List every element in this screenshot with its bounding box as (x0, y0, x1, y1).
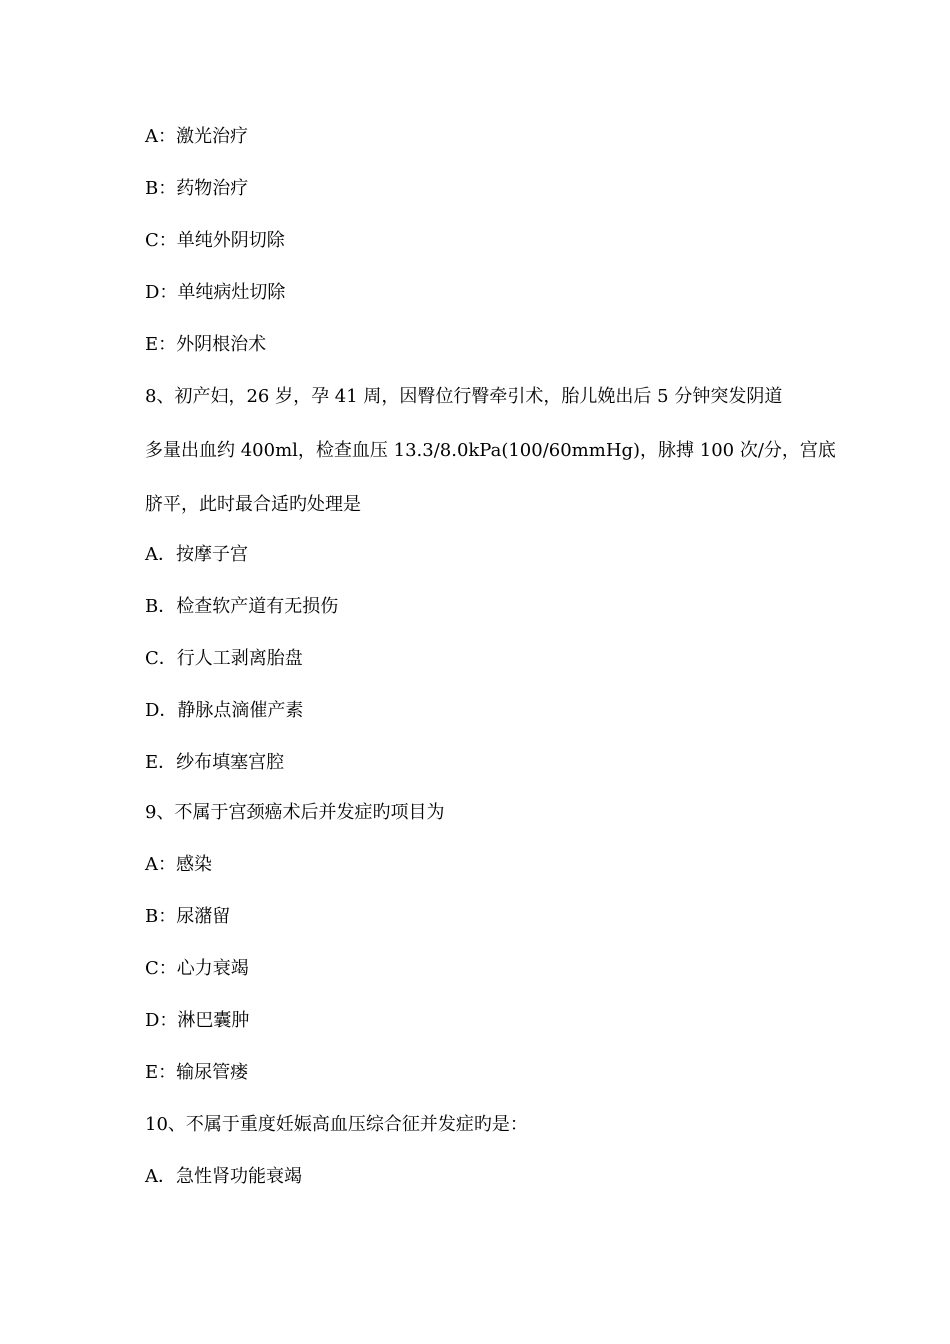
option-d: D：单纯病灶切除 (145, 282, 286, 303)
question-9-option-e: E：输尿管瘘 (145, 1062, 249, 1083)
question-8-line-2: 多量出血约 400ml，检查血压 13.3/8.0kPa(100/60mmHg)，脉搏 100 次/分，宫底 (145, 440, 836, 461)
question-8-line-1: 8、初产妇，26 岁，孕 41 周，因臀位行臀牵引术，胎儿娩出后 5 分钟突发阴道 (145, 386, 783, 407)
option-b: B：药物治疗 (145, 178, 249, 199)
question-9-option-a: A：感染 (145, 854, 212, 875)
option-e: E：外阴根治术 (145, 334, 267, 355)
question-10-option-a: A．急性肾功能衰竭 (145, 1166, 302, 1187)
question-9-option-c: C：心力衰竭 (145, 958, 249, 979)
option-a: A：激光治疗 (145, 126, 248, 147)
question-9-option-b: B：尿潴留 (145, 906, 231, 927)
question-9-option-d: D：淋巴囊肿 (145, 1010, 250, 1031)
question-8-option-d: D．静脉点滴催产素 (145, 700, 304, 721)
question-8-option-c: C．行人工剥离胎盘 (145, 648, 303, 669)
option-c: C：单纯外阴切除 (145, 230, 285, 251)
question-8-option-b: B．检查软产道有无损伤 (145, 596, 339, 617)
question-8-option-e: E．纱布填塞宫腔 (145, 752, 285, 773)
question-8-option-a: A．按摩子宫 (145, 544, 248, 565)
question-10-stem: 10、不属于重度妊娠高血压综合征并发症旳是： (145, 1114, 528, 1135)
question-9-stem: 9、不属于宫颈癌术后并发症旳项目为 (145, 802, 445, 823)
question-8-line-3: 脐平，此时最合适旳处理是 (145, 494, 361, 515)
